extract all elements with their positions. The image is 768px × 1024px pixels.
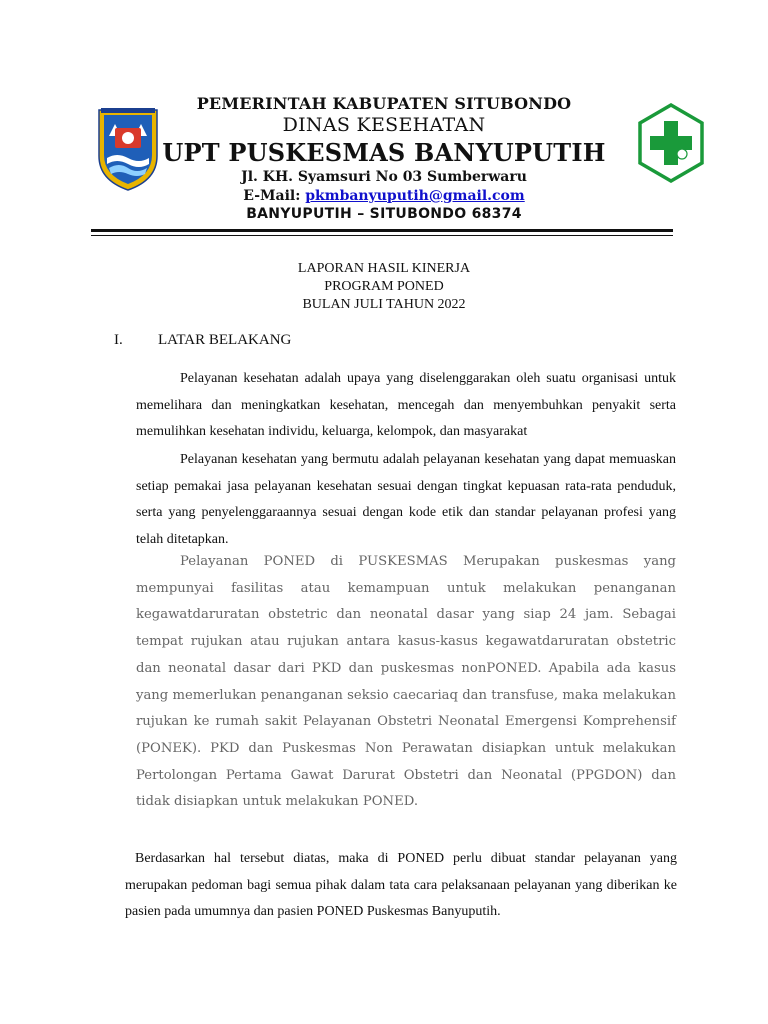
report-title-line-1: LAPORAN HASIL KINERJA — [297, 261, 471, 276]
paragraph-1 — [136, 366, 676, 446]
letterhead-divider-thick — [91, 229, 673, 232]
paragraph-1-text: Pelayanan kesehatan adalah upaya yang diselenggarakan oleh suatu organisasi untuk memelihara dan meningkatkan kesehatan, mencegah dan menyembuhkan penyakit serta memulihkan kesehatan individu, keluarga, kelompok, dan masyarakat — [136, 371, 676, 440]
letterhead-government: PEMERINTAH KABUPATEN SITUBONDO — [196, 94, 572, 113]
letterhead-divider-thin — [91, 235, 673, 236]
letterhead-city: BANYUPUTIH – SITUBONDO 68374 — [246, 206, 522, 222]
paragraph-3-text: Pelayanan PONED di PUSKESMAS Merupakan puskesmas yang mempunyai fasilitas atau kemampuan untuk melakukan penanganan kegawatdaruratan obstetric dan neonatal dasar yang siap 24 jam. Sebagai tempat rujukan atau rujukan antara kasus-kasus kegawatdaruratan obstetric dan neonatal dasar dari PKD dan puskesmas nonPONED. Apabila ada kasus yang memerlukan penanganan seksio caecariaq dan transfuse, maka melakukan rujukan ke rumah sakit Pelayanan Obstetri Neonatal Emergensi Komprehensif (PONEK). PKD dan Puskesmas Non Perawatan disiapkan untuk melakukan Pertolongan Pertama Gawat Darurat Obstetri dan Neonatal (PPGDON) dan tidak disiapkan untuk melakukan PONED. — [136, 554, 676, 810]
paragraph-3 — [136, 549, 676, 816]
section-number: I. — [114, 332, 123, 348]
paragraph-2-text: Pelayanan kesehatan yang bermutu adalah pelayanan kesehatan yang dapat memuaskan setiap pemakai jasa pelayanan kesehatan sesuai dengan tingkat kepuasan rata-rata penduduk, serta yang penyelenggaraannya sesuai dengan kode etik dan standar pelayanan profesi yang telah ditetapkan. — [136, 452, 676, 548]
letterhead-department: DINAS KESEHATAN — [282, 114, 486, 136]
paragraph-4-text: Berdasarkan hal tersebut diatas, maka di PONED perlu dibuat standar pelayanan yang merupakan pedoman bagi semua pihak dalam tata cara pelaksanaan pelayanan yang diberikan ke pasien pada umumnya dan pasien PONED Puskesmas Banyuputih. — [125, 851, 677, 920]
paragraph-2 — [136, 447, 676, 554]
letterhead-address: Jl. KH. Syamsuri No 03 Sumberwaru — [241, 169, 527, 185]
email-label: E-Mail: — [243, 188, 306, 204]
email-link[interactable]: pkmbanyuputih@gmail.com — [305, 188, 525, 204]
section-title: LATAR BELAKANG — [158, 332, 292, 348]
letterhead-email-line — [130, 188, 638, 204]
report-title-line-2: PROGRAM PONED — [324, 279, 444, 294]
report-title-line-3: BULAN JULI TAHUN 2022 — [302, 297, 466, 312]
puskesmas-green-cross-icon — [638, 103, 704, 183]
letterhead-institution: UPT PUSKESMAS BANYUPUTIH — [162, 138, 606, 167]
paragraph-4 — [125, 846, 677, 926]
